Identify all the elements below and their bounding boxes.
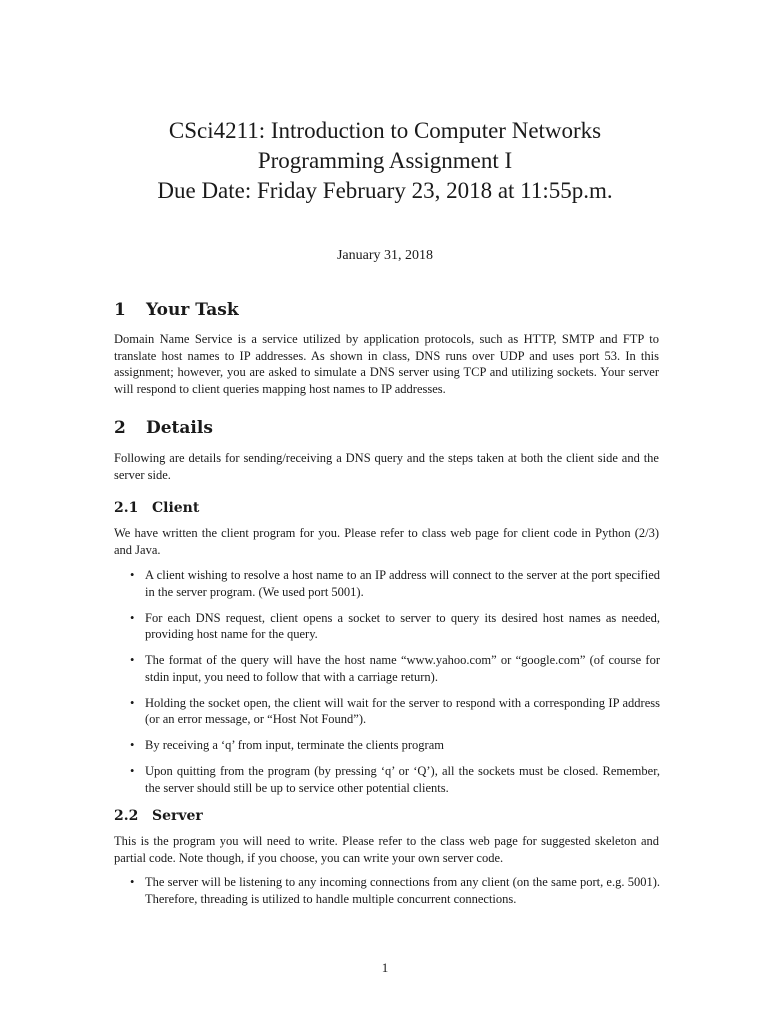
page-number: 1 (381, 960, 389, 975)
document-date: January 31, 2018 (336, 248, 434, 263)
section-number: 1 (114, 300, 126, 320)
bullet-icon: • (130, 764, 135, 778)
bullet-icon: • (130, 568, 135, 582)
section-heading-your-task (114, 300, 239, 320)
server-bullet-list (130, 874, 660, 917)
list-item: • Upon quitting from the program (by pressing ‘q’ or ‘Q’), all the sockets must be closed. Remember, the server should still be up to service other potential clients. (130, 764, 660, 795)
subsection-title: Client (152, 500, 200, 516)
list-item: • A client wishing to resolve a host name to an IP address will connect to the server at the port specified in the server program. (We used port 5001). (130, 568, 660, 599)
document-title (0, 116, 770, 206)
subsection-number: 2.2 (114, 808, 139, 824)
bullet-icon: • (130, 738, 135, 752)
list-item: • For each DNS request, client opens a socket to server to query its desired host names as needed, providing host name for the query. (130, 610, 660, 641)
list-item: • By receiving a ‘q’ from input, terminate the clients program (130, 738, 444, 752)
subsection-paragraph-client: We have written the client program for you. Please refer to class web page for client code in Python (2/3) and Java. (114, 526, 659, 557)
section-title: Your Task (146, 300, 239, 320)
subsection-title: Server (152, 808, 203, 824)
bullet-icon: • (130, 695, 135, 710)
title-line-assignment: Programming Assignment I (257, 148, 513, 173)
client-bullet-list (130, 567, 660, 806)
section-number: 2 (114, 418, 126, 438)
subsection-heading-server (114, 808, 203, 824)
section-paragraph-your-task: Domain Name Service is a service utilized by application protocols, such as HTTP, SMTP and FTP to translate host names to IP addresses. As shown in class, DNS runs over UDP and uses port 53. In this assignment; however, you are asked to simulate a DNS server using TCP and utilizing sockets. Your server will respond to client queries mapping host names to IP addresses. (114, 332, 659, 396)
list-item: • Holding the socket open, the client will wait for the server to respond with a corresponding IP address (or an error message, or “Host Not Found”). (130, 695, 660, 726)
section-title: Details (146, 418, 213, 438)
bullet-icon: • (130, 653, 135, 667)
title-line-course: CSci4211: Introduction to Computer Networks (168, 118, 602, 143)
title-line-due-date: Due Date: Friday February 23, 2018 at 11:55p.m. (157, 178, 613, 203)
bullet-icon: • (130, 875, 135, 889)
list-item: • The format of the query will have the host name “www.yahoo.com” or “google.com” (of course for stdin input, you need to follow that with a carriage return). (130, 653, 660, 684)
section-heading-details (114, 418, 213, 438)
subsection-paragraph-server: This is the program you will need to write. Please refer to the class web page for suggested skeleton and partial code. Note though, if you choose, you can write your own server code. (114, 834, 659, 865)
list-item: • The server will be listening to any incoming connections from any client (on the same port, e.g. 5001). Therefore, threading is utilized to handle multiple concurrent connections. (130, 875, 660, 906)
bullet-icon: • (130, 610, 135, 625)
subsection-number: 2.1 (114, 500, 139, 516)
subsection-heading-client (114, 500, 199, 516)
section-paragraph-details: Following are details for sending/receiving a DNS query and the steps taken at both the client side and the server side. (114, 451, 659, 482)
